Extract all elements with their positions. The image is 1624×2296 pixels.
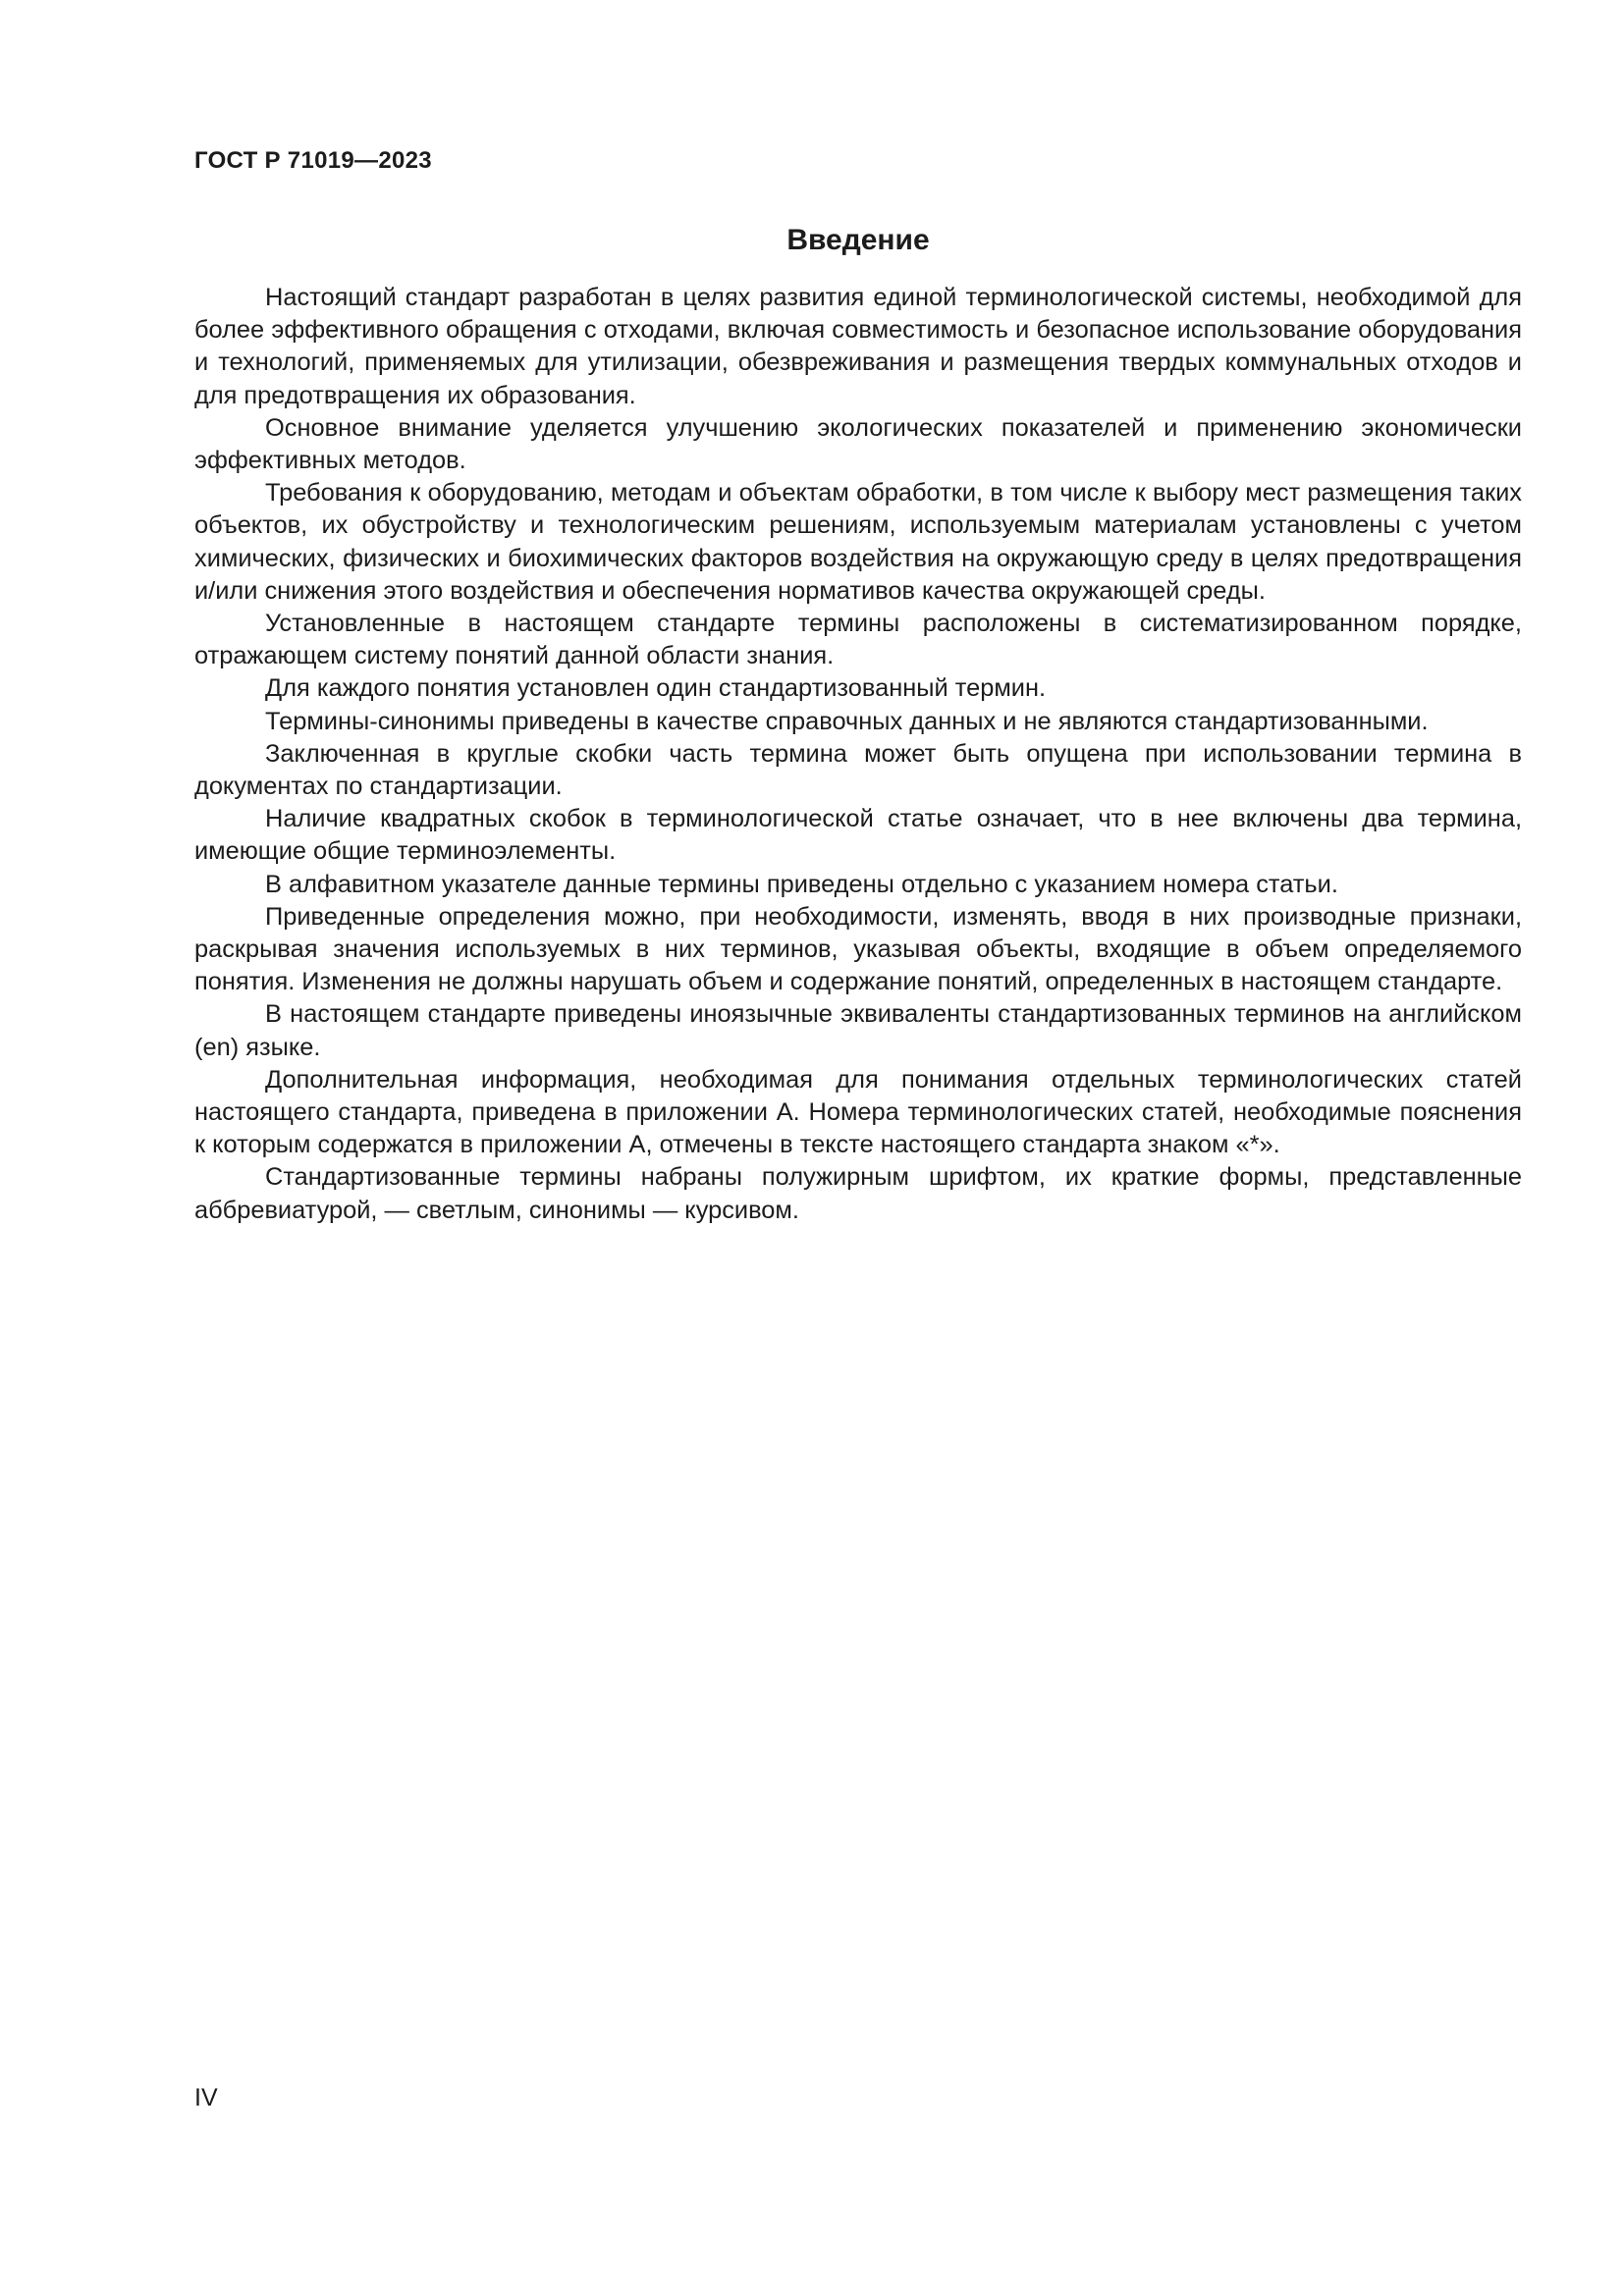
paragraph: Стандартизованные термины набраны полужирным шрифтом, их краткие формы, представленные аббревиатурой, — светлым, синонимы — курсивом. bbox=[194, 1163, 1522, 1224]
document-header: ГОСТ Р 71019—2023 bbox=[194, 147, 432, 174]
paragraph: В настоящем стандарте приведены иноязычные эквиваленты стандартизованных терминов на английском (en) языке. bbox=[194, 1000, 1522, 1061]
paragraph: В алфавитном указателе данные термины приведены отдельно с указанием номера статьи. bbox=[265, 870, 1338, 898]
paragraph: Дополнительная информация, необходимая для понимания отдельных терминологических статей настоящего стандарта, приведена в приложении А. Номера терминологических статей, необходимые пояснения к которым содержатся в приложении А, отмечены в тексте настоящего стандарта знаком «*». bbox=[194, 1065, 1522, 1159]
paragraph: Требования к оборудованию, методам и объектам обработки, в том числе к выбору мест размещения таких объектов, их обустройству и технологическим решениям, используемым материалам установлены с учетом химических, физических и биохимических факторов воздействия на окружающую среду в целях предотвращения и/или снижения этого воздействия и обеспечения нормативов качества окружающей среды. bbox=[194, 479, 1522, 605]
paragraph: Заключенная в круглые скобки часть термина может быть опущена при использовании термина в документах по стандартизации. bbox=[194, 739, 1522, 801]
page-number: IV bbox=[194, 2084, 218, 2111]
paragraph: Для каждого понятия установлен один стандартизованный термин. bbox=[265, 674, 1047, 703]
paragraph: Настоящий стандарт разработан в целях развития единой терминологической системы, необходимой для более эффективного обращения с отходами, включая совместимость и безопасное использование оборудования и технологий, применяемых для утилизации, обезвреживания и размещения твердых коммунальных отходов и для предотвращения их образования. bbox=[194, 284, 1522, 409]
paragraph: Термины-синонимы приведены в качестве справочных данных и не являются стандартизованными. bbox=[265, 707, 1429, 735]
section-title: Введение bbox=[786, 224, 930, 256]
paragraph: Установленные в настоящем стандарте термины расположены в систематизированном порядке, отражающем систему понятий данной области знания. bbox=[194, 610, 1522, 670]
paragraph: Приведенные определения можно, при необходимости, изменять, вводя в них производные признаки, раскрывая значения используемых в них терминов, указывая объекты, входящие в объем определяемого понятия. Изменения не должны нарушать объем и содержание понятий, определенных в настоящем стандарте. bbox=[194, 902, 1522, 996]
body-text bbox=[194, 282, 1522, 1227]
paragraph: Наличие квадратных скобок в терминологической статье означает, что в нее включены два термина, имеющие общие терминоэлементы. bbox=[194, 805, 1522, 866]
paragraph: Основное внимание уделяется улучшению экологических показателей и применению экономически эффективных методов. bbox=[194, 413, 1522, 475]
